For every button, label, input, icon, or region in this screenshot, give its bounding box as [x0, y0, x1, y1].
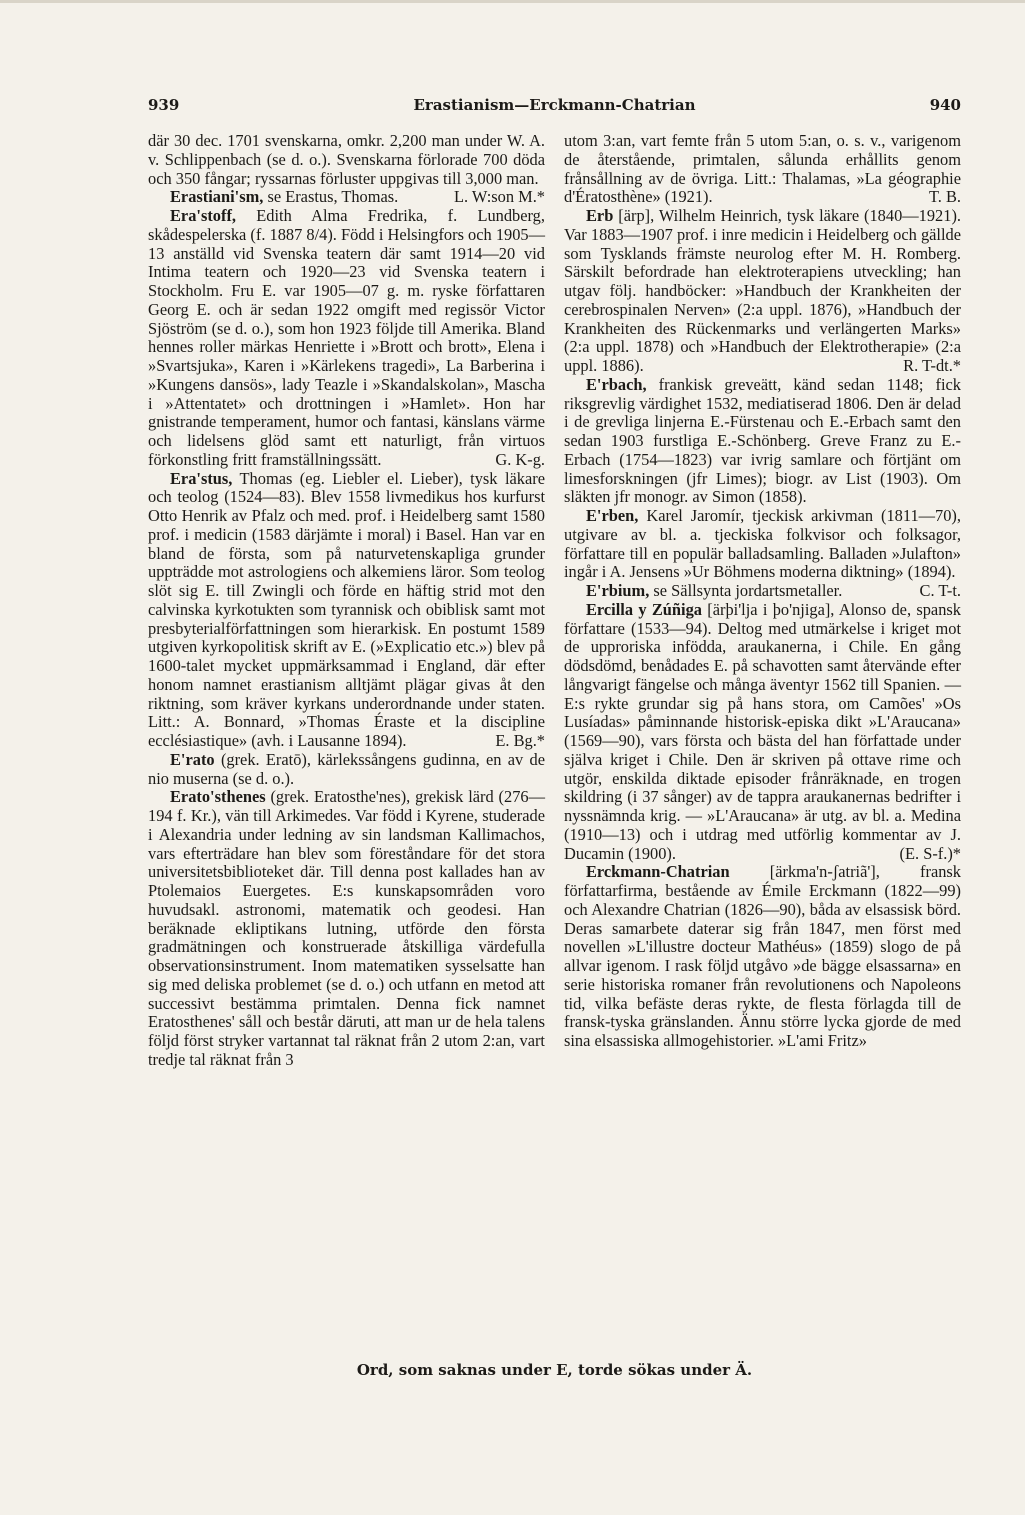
- author-signature: R. T-dt.*: [903, 356, 961, 375]
- entry: Era'stus, Thomas (eg. Liebler el. Lieber), tysk läkare och teolog (1524—83). Blev 1558 livmedikus hos kurfurst Otto Henrik av Pfalz och med. prof. i Heidelberg samt 1580 prof. i medicin (1583 därjämte i moral) i Basel. Han var en bland de första, som på naturvetenskapliga grunder uppträdde mot astrologiens och alkemiens läror. Som teolog slöt sig E. till Zwingli och förde en häftig strid mot den calvinska kyrkotukten som tyrannisk och obiblisk samt mot presbyterialförfattningen som hierarkisk. En postumt 1589 utgiven kyrkopolitisk skrift av E. (»Explicatio etc.») blev på 1600-talet mycket uppmärksammad i England, där efter honom namnet erastianism alltjämt plägar givas åt den riktning, som kräver kyrkans underordnande under staten. Litt.: A. Bonnard, »Thomas Éraste et la discipline ecclésiastique» (avh. i Lausanne 1894). E. Bg.*: [148, 468, 545, 750]
- right-column: [564, 132, 961, 1051]
- author-signature: C. T-t.: [919, 581, 961, 600]
- entry: Erb [ärp], Wilhelm Heinrich, tysk läkare (1840—1921). Var 1883—1907 prof. i inre medicin i Heidelberg och gällde som Tysklands främste neurolog efter M. H. Romberg. Särskilt befordrade han elektroterapiens utveckling; han utgav följ. handböcker: »Handbuch der Krankheiten der cerebrospinalen Nerven» (2:a uppl. 1876), »Handbuch der Krankheiten des Rückenmarks und verlängerten Marks» (2:a uppl. 1878) och »Handbuch der Elektrotherapie» (2:a uppl. 1886). R. T-dt.*: [564, 206, 961, 375]
- entry: E'rben, Karel Jaromír, tjeckisk arkivman (1811—70), utgivare av bl. a. tjeckiska folkvisor och folksagor, författare till en populär balladsamling. Balladen »Julafton» ingår i A. Jensens »Ur Böhmens moderna diktning» (1894). C. T-t.: [564, 506, 961, 600]
- headword: Erb: [586, 206, 614, 225]
- top-rule: [0, 0, 1025, 3]
- headword: Erastiani'sm,: [170, 187, 264, 207]
- headword: Erckmann-Chatrian: [586, 862, 730, 882]
- entry: Erckmann-Chatrian [ärkma'n-ʃatriã'], fransk författarfirma, bestående av Émile Erckmann (1822—99) och Alexandre Chatrian (1826—90), båda av elsassisk börd. Deras samarbete daterar sig från 1847, men först med novellen »L'illustre docteur Mathéus» (1859) slogo de på allvar igenom. I rask följd utgåvo »de bägge elsassarna» en serie historiska romaner från revolutionens och Napoleons tid, vilka befäste deras rykte, de flesta förlagda till de fransk-tyska gränslanden. Ännu större lycka gjorde de med sina elsassiska allmogehistorier. »L'ami Fritz»: [564, 862, 961, 1050]
- headword: E'rbach,: [586, 374, 647, 394]
- entry: Erato'sthenes (grek. Eratosthe'nes), grekisk lärd (276—194 f. Kr.), vän till Arkimedes. Var född i Kyrene, studerade i Alexandria under ledning av sin landsman Kallimachos, vars efterträdare han blev som föreståndare för det stora universitetsbiblioteket där. Till denna post kallades han av Ptolemaios Euergetes. E:s kunskapsområden voro huvudsakl. astronomi, matematik och geodesi. Han beräknade ekliptikans lutning, utförde den första gradmätningen och konstruerade åtskilliga värdefulla observationsinstrument. Inom matematiken sysselsatte han sig med deliska problemet (se d. o.) och utfann en metod att successivt bestämma primtalen. Denna fick namnet Eratosthenes' såll och består däruti, att man ur de hela talens följd först stryker vartannat tal räknat från 2 utom 2:an, vart tredje tal räknat från 3: [148, 787, 545, 1069]
- author-signature: T. B.: [928, 187, 961, 207]
- entry: E'rbium, se Sällsynta jordartsmetaller.: [586, 581, 843, 600]
- entry: Era'stoff, Edith Alma Fredrika, f. Lundberg, skådespelerska (f. 1887 8/4). Född i Helsingfors och 1905—13 anställd vid Svenska teatern där samt 1914—20 vid Intima teatern och 1920—23 vid Svenska teatern i Stockholm. Fru E. var 1905—07 g. m. ryske författaren Georg E. och är sedan 1922 omgift med regissör Victor Sjöström (se d. o.), som hon 1923 följde till Amerika. Bland hennes roller märkas Henriette i »Brott och brott», Elena i »Svartsjuka», Karen i »Kärlekens tragedi», La Barberina i »Kungens dansös», lady Teazle i »Skandalskolan», Mascha i »Attentatet» och drottningen i »Hamlet». Hon har gnistrande temperament, humor och fantasi, känslans värme och lidelsens glöd samt ett naturligt, från virtuos förkonstling fritt framställningssätt. G. K-g.: [148, 206, 545, 469]
- entry: E'rbach, frankisk greveätt, känd sedan 1148; fick riksgrevlig värdighet 1532, mediatiserad 1806. Den är delad i de grevliga linjerna E.-Fürstenau och E.-Erbach samt den sedan 1903 furstliga E.-Schönberg. Greve Franz zu E.-Erbach (1754—1823) var ivrig samlare och förtjänt om limesforskningen (jfr Limes); biogr. av List (1903). Om släkten jfr monogr. av Simon (1858).: [564, 374, 961, 507]
- page-header: [148, 96, 961, 122]
- entry: Erastiani'sm, se Erastus, Thomas.: [170, 187, 399, 207]
- headword: Erato'sthenes: [170, 787, 266, 807]
- page-number-left: 939: [148, 96, 180, 114]
- footer-note: Ord, som saknas under E, torde sökas under Ä.: [356, 1361, 753, 1379]
- headword: Ercilla y Zúñiga: [586, 599, 702, 619]
- author-signature: G. K-g.: [495, 449, 545, 469]
- author-signature: L. W:son M.*: [453, 187, 545, 207]
- page-number-right: 940: [929, 96, 961, 114]
- author-signature: E. Bg.*: [495, 731, 545, 750]
- entry: där 30 dec. 1701 svenskarna, omkr. 2,200 man under W. A. v. Schlippenbach (se d. o.). Svenskarna förlorade 700 döda och 350 fångar; ryssarnas förluster uppgivas till 3,000 man. L. W:son M.*: [148, 131, 545, 207]
- running-title: Erastianism—Erckmann-Chatrian: [413, 96, 696, 114]
- headword: E'rato: [170, 749, 215, 769]
- entry: E'rato (grek. Eratō), kärlekssångens gudinna, en av de nio muserna (se d. o.).: [148, 749, 545, 788]
- entry: utom 3:an, vart femte från 5 utom 5:an, o. s. v., varigenom de återstående, primtalen, sålunda erhållits genom frånsållning av de övriga. Litt.: Thalamas, »La géographie d'Ératosthène» (1921). T. B.: [564, 131, 961, 207]
- author-signature: (E. S-f.)*: [899, 843, 961, 863]
- headword: Era'stus,: [170, 468, 233, 488]
- entry: Ercilla y Zúñiga [ärþi'lja i þo'njiga], Alonso de, spansk författare (1533—94). Deltog med utmärkelse i kriget mot de upproriska infödda, araukanerna, i Chile. En gång dödsdömd, benådades E. på schavotten samt återvände efter långvarigt fängelse och många äventyr 1562 till Spanien. — E:s rykte grundar sig på hans stora, om Camões' »Os Lusíadas» påminnande historisk-episka dikt »L'Araucana» (1569—90), vars första och bästa del han författade under själva kriget i Chile. Den är skriven på ottave rime och utgör, enskilda diktade episoder frånräknade, en trogen skildring (i 37 sånger) av de tappra araukanernas bedrifter i nyssnämnda krig. — »L'Araucana» är utg. av bl. a. Medina (1910—13) och i utdrag med utförlig kommentar av J. Ducamin (1900). (E. S-f.)*: [564, 599, 961, 863]
- headword: E'rbium,: [586, 581, 650, 600]
- headword: E'rben,: [586, 506, 639, 525]
- headword: Era'stoff,: [170, 206, 237, 225]
- left-column: [148, 132, 545, 1070]
